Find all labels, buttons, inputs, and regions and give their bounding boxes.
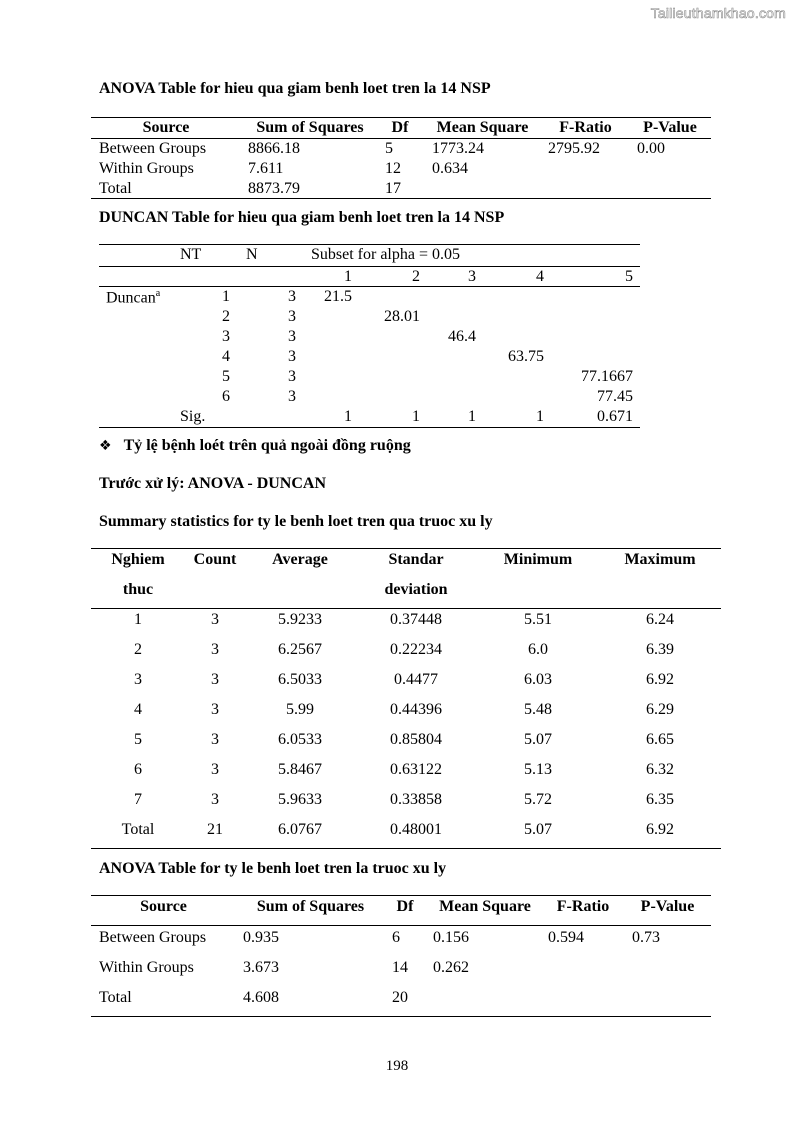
duncan-n-cell: 3 [288,368,296,385]
summary-title: Summary statistics for ty le benh loet tren qua truoc xu ly [99,513,493,530]
anova1-table-cell: Total [99,180,132,197]
duncan-subset-col-header: 4 [536,268,544,285]
duncan-n-cell: 3 [288,288,296,305]
duncan-value-cell: 46.4 [448,328,476,345]
summary-table-cell: 0.33858 [390,791,442,808]
summary-table-cell: Total [121,821,155,838]
duncan-n-header: N [246,246,258,263]
summary-table-cell: 3 [211,611,219,628]
summary-table-cell: 3 [211,791,219,808]
summary-table-cell: 6.0767 [278,821,322,838]
duncan-top-rule [99,244,640,245]
anova2-table-cell: 0.156 [433,929,469,946]
anova2-table-cell: 6 [392,929,400,946]
summary-table-cell: 6.03 [524,671,552,688]
anova2-header-cell: P-Value [640,898,695,915]
duncan-method-superscript: a [155,288,161,299]
anova2-table-cell: 0.73 [632,929,660,946]
summary-table-cell: 3 [211,731,219,748]
anova1-title: ANOVA Table for hieu qua giam benh loet tren la 14 NSP [99,80,491,97]
page-number: 198 [385,1058,409,1074]
anova1-header-cell: Df [391,119,409,136]
summary-top-rule [91,548,721,549]
anova1-header-rule [91,138,711,139]
anova1-header-cell: F-Ratio [559,119,612,136]
duncan-n-cell: 3 [288,308,296,325]
summary-table-cell: 3 [211,641,219,658]
watermark: Tailieuthamkhao.com [650,5,786,21]
summary-table-cell: 4 [134,701,142,718]
duncan-subset-col-header: 1 [344,268,352,285]
anova2-table-cell: 0.935 [243,929,279,946]
summary-table-cell: 6.2567 [278,641,322,658]
summary-header-cell: Average [272,551,328,568]
anova2-table-cell: Within Groups [99,959,194,976]
duncan-nt-cell: 4 [222,348,230,365]
section-heading [99,437,411,455]
anova1-table-cell: 5 [385,140,393,157]
summary-bottom-rule [91,848,721,849]
summary-table-cell: 1 [134,611,142,628]
duncan-subhead-rule [99,286,640,287]
duncan-subset-col-header: 2 [412,268,420,285]
summary-table-cell: 5 [134,731,142,748]
summary-table-cell: 2 [134,641,142,658]
anova1-top-rule [91,117,711,118]
duncan-sig-label: Sig. [180,408,206,425]
summary-table-cell: 5.48 [524,701,552,718]
anova2-top-rule [91,895,711,896]
duncan-n-cell: 3 [288,388,296,405]
anova2-table-cell: 4.608 [243,989,279,1006]
duncan-subset-header: Subset for alpha = 0.05 [311,246,460,263]
anova2-bottom-rule [91,1016,711,1017]
summary-header-cell: Maximum [624,551,696,568]
duncan-nt-cell: 3 [222,328,230,345]
diamond-bullet-icon: ❖ [99,438,112,454]
anova1-table-cell: 1773.24 [432,140,484,157]
summary-table-cell: 3 [211,701,219,718]
summary-table-cell: 5.13 [524,761,552,778]
anova1-table-cell: 0.634 [432,160,468,177]
anova2-table-cell: 14 [392,959,408,976]
duncan-nt-cell: 1 [222,288,230,305]
summary-header-cell: Minimum [503,551,573,568]
summary-table-cell: 6.92 [646,671,674,688]
summary-table-cell: 5.99 [286,701,314,718]
summary-table-cell: 7 [134,791,142,808]
summary-table-cell: 6.39 [646,641,674,658]
summary-table-cell: 3 [134,671,142,688]
duncan-mid-rule [99,266,640,267]
anova2-table-cell: Between Groups [99,929,207,946]
summary-table-cell: 6.24 [646,611,674,628]
summary-table-cell: 0.63122 [390,761,442,778]
duncan-nt-cell: 2 [222,308,230,325]
summary-table-cell: 6.0533 [278,731,322,748]
duncan-nt-cell: 6 [222,388,230,405]
summary-header-rule [91,608,721,609]
anova2-header-cell: F-Ratio [556,898,610,915]
summary-table-cell: 3 [211,761,219,778]
summary-header-cell-line2: deviation [384,581,448,598]
section-heading-text: Tỷ lệ bệnh loét trên quả ngoài đồng ruộng [123,437,411,454]
anova2-table-cell: 20 [392,989,408,1006]
summary-header-cell-line2: thuc [122,581,154,598]
summary-table-cell: 0.48001 [390,821,442,838]
anova1-table-cell: 8873.79 [248,180,300,197]
summary-table-cell: 5.9633 [278,791,322,808]
summary-table-cell: 5.07 [524,821,552,838]
duncan-n-cell: 3 [288,348,296,365]
anova2-header-cell: Sum of Squares [256,898,365,915]
anova2-table-cell: 0.262 [433,959,469,976]
duncan-subset-col-header: 3 [468,268,476,285]
anova1-table-cell: 0.00 [637,140,665,157]
summary-header-cell: Count [193,551,237,568]
anova2-table-cell: 3.673 [243,959,279,976]
summary-table-cell: 6.92 [646,821,674,838]
anova1-bottom-rule [91,198,711,199]
duncan-sig-cell: 1 [468,408,476,425]
duncan-nt-header: NT [180,246,202,263]
summary-table-cell: 0.37448 [390,611,442,628]
anova2-header-rule [91,925,711,926]
anova1-header-cell: P-Value [643,119,697,136]
anova2-header-cell: Source [140,898,187,915]
duncan-subset-col-header: 5 [625,268,633,285]
anova2-header-cell: Mean Square [439,898,531,915]
anova1-header-cell: Mean Square [436,119,529,136]
anova1-table-cell: Within Groups [99,160,194,177]
duncan-value-cell: 77.1667 [581,368,633,385]
duncan-sig-cell: 1 [412,408,420,425]
summary-table-cell: 0.44396 [390,701,442,718]
summary-header-cell: Standar [388,551,444,568]
duncan-sig-cell: 1 [536,408,544,425]
duncan-sig-cell: 1 [344,408,352,425]
anova2-table-cell: Total [99,989,132,1006]
duncan-value-cell: 21.5 [324,288,352,305]
duncan-title: DUNCAN Table for hieu qua giam benh loet tren la 14 NSP [99,209,505,226]
summary-table-cell: 3 [211,671,219,688]
summary-table-cell: 5.9233 [278,611,322,628]
anova1-table-cell: 2795.92 [548,140,600,157]
summary-table-cell: 6 [134,761,142,778]
summary-table-cell: 5.8467 [278,761,322,778]
anova1-table-cell: 8866.18 [248,140,300,157]
summary-table-cell: 6.35 [646,791,674,808]
duncan-n-cell: 3 [288,328,296,345]
anova1-header-cell: Source [142,119,190,136]
duncan-value-cell: 77.45 [597,388,633,405]
summary-table-cell: 0.4477 [394,671,438,688]
summary-table-cell: 5.72 [524,791,552,808]
summary-header-cell: Nghiem [111,551,165,568]
anova2-table-cell: 0.594 [548,929,584,946]
duncan-value-cell: 28.01 [384,308,420,325]
duncan-nt-cell: 5 [222,368,230,385]
summary-table-cell: 5.07 [524,731,552,748]
anova1-table-cell: 7.611 [248,160,284,177]
section-subheading: Trước xử lý: ANOVA - DUNCAN [99,475,327,492]
summary-table-cell: 0.85804 [390,731,442,748]
summary-table-cell: 6.5033 [278,671,322,688]
summary-table-cell: 21 [207,821,223,838]
anova2-title: ANOVA Table for ty le benh loet tren la truoc xu ly [99,860,447,877]
anova1-table-cell: Between Groups [99,140,207,157]
anova1-table-cell: 17 [385,180,401,197]
summary-table-cell: 6.32 [646,761,674,778]
anova1-header-cell: Sum of Squares [256,119,364,136]
duncan-method-text: Duncan [106,289,156,307]
duncan-method-label [106,288,160,307]
duncan-value-cell: 63.75 [508,348,544,365]
summary-table-cell: 6.0 [528,641,548,658]
summary-table-cell: 5.51 [524,611,552,628]
anova2-header-cell: Df [396,898,414,915]
duncan-bottom-rule [99,427,640,428]
summary-table-cell: 6.29 [646,701,674,718]
anova1-table-cell: 12 [385,160,401,177]
summary-table-cell: 6.65 [646,731,674,748]
duncan-sig-cell: 0.671 [597,408,633,425]
summary-table-cell: 0.22234 [390,641,442,658]
